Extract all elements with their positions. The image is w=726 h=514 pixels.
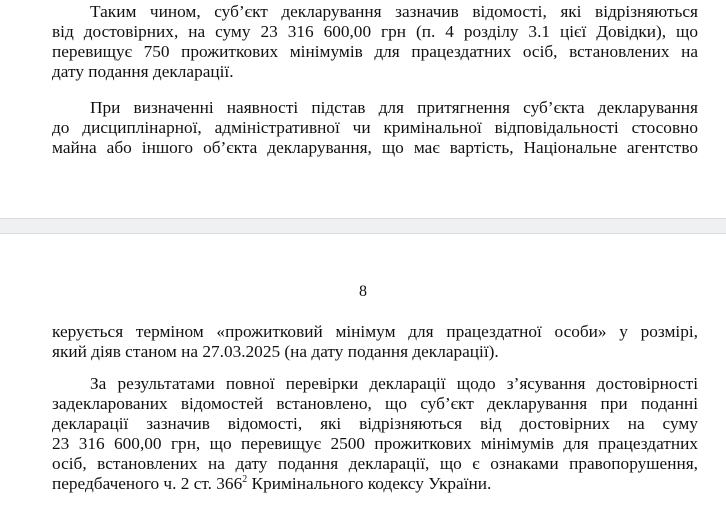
text-line: до дисциплінарної, адміністративної чи кримінальної відповідальності стосовно <box>52 118 698 137</box>
text-line: перевищує 750 прожиткових мінімумів для працездатних осіб, встановлених на <box>52 42 698 61</box>
text-line: майна або іншого об’єкта декларування, що має вартість, Національне агентство <box>52 138 698 157</box>
paragraph-declaration-amount <box>52 2 698 82</box>
page-number: 8 <box>359 283 367 300</box>
text-line: декларації зазначив відомості, які відрізняються від достовірних на суму <box>52 414 698 433</box>
text-line: Таким чином, суб’єкт декларування зазначив відомості, які відрізняються <box>90 2 698 21</box>
text-run: Кримінального кодексу України. <box>247 474 492 493</box>
text-line: дату подання декларації. <box>52 62 234 81</box>
paragraph-liability-grounds <box>52 98 698 158</box>
text-line: При визначенні наявності підстав для притягнення суб’єкта декларування <box>90 98 698 117</box>
text-run: передбаченого ч. 2 ст. 366 <box>52 474 243 493</box>
document-page-upper <box>0 0 726 218</box>
text-line: задекларованих відомостей встановлено, що суб’єкт декларування при поданні <box>52 394 698 413</box>
page-separator <box>0 218 726 234</box>
text-line: від достовірних, на суму 23 316 600,00 грн (п. 4 розділу 3.1 цієї Довідки), що <box>52 22 698 41</box>
superscript: 2 <box>242 474 248 485</box>
text-line: який діяв станом на 27.03.2025 (на дату подання декларації). <box>52 342 499 361</box>
text-line: керується терміном «прожитковий мінімум для працездатної особи» у розмірі, <box>52 322 698 341</box>
paragraph-inspection-result <box>52 374 698 494</box>
paragraph-living-wage <box>52 322 698 362</box>
text-line: 23 316 600,00 грн, що перевищує 2500 прожиткових мінімумів для працездатних <box>52 434 698 453</box>
text-line-criminal-code <box>52 474 698 494</box>
text-line: За результатами повної перевірки декларації щодо з’ясування достовірності <box>90 374 698 393</box>
text-line: осіб, встановлених на дату подання декларації, що є ознаками правопорушення, <box>52 454 698 473</box>
